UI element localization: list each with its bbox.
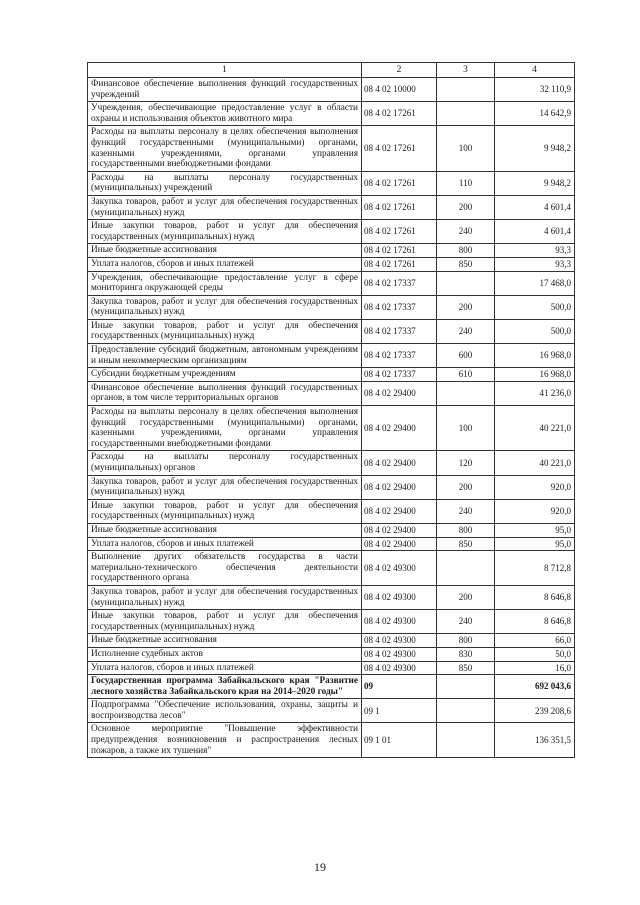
table-row bbox=[88, 220, 575, 244]
column-number-2: 2 bbox=[362, 63, 437, 78]
table-row bbox=[88, 661, 575, 675]
row-target-code: 08 4 02 17337 bbox=[362, 368, 437, 382]
row-amount: 4 601,4 bbox=[495, 220, 575, 244]
table-row bbox=[88, 171, 575, 195]
row-target-code: 08 4 02 17337 bbox=[362, 344, 437, 368]
row-name: Учреждения, обеспечивающие предоставление услуг в сфере мониторинга окружающей среды bbox=[88, 271, 362, 295]
row-expense-type: 850 bbox=[437, 661, 495, 675]
table-row bbox=[88, 675, 575, 699]
row-expense-type: 100 bbox=[437, 406, 495, 451]
table-row bbox=[88, 126, 575, 171]
column-number-4: 4 bbox=[495, 63, 575, 78]
row-amount: 8 646,8 bbox=[495, 610, 575, 634]
table-row bbox=[88, 195, 575, 219]
row-expense-type bbox=[437, 78, 495, 102]
row-expense-type bbox=[437, 551, 495, 586]
row-amount: 14 642,9 bbox=[495, 102, 575, 126]
table-row bbox=[88, 451, 575, 475]
row-target-code: 08 4 02 17261 bbox=[362, 220, 437, 244]
row-amount: 93,3 bbox=[495, 244, 575, 258]
row-name: Подпрограмма "Обеспечение использования, охраны, защиты и воспроизводства лесов" bbox=[88, 699, 362, 723]
row-expense-type: 800 bbox=[437, 244, 495, 258]
row-name: Иные бюджетные ассигнования bbox=[88, 244, 362, 258]
row-target-code: 08 4 02 49300 bbox=[362, 585, 437, 609]
row-amount: 16,0 bbox=[495, 661, 575, 675]
row-amount: 9 948,2 bbox=[495, 171, 575, 195]
row-expense-type bbox=[437, 675, 495, 699]
row-name: Закупка товаров, работ и услуг для обеспечения государственных (муниципальных) нужд bbox=[88, 475, 362, 499]
table-row bbox=[88, 634, 575, 648]
row-name: Иные закупки товаров, работ и услуг для обеспечения государственных (муниципальных) нужд bbox=[88, 220, 362, 244]
row-amount: 16 968,0 bbox=[495, 344, 575, 368]
row-expense-type: 600 bbox=[437, 344, 495, 368]
table-row bbox=[88, 344, 575, 368]
row-target-code: 08 4 02 29400 bbox=[362, 537, 437, 551]
table-row bbox=[88, 319, 575, 343]
row-name: Государственная программа Забайкальского края "Развитие лесного хозяйства Забайкальского края на 2014–2020 годы" bbox=[88, 675, 362, 699]
row-name: Основное мероприятие "Повышение эффективности предупреждения возникновения и распространения лесных пожаров, а также их тушения" bbox=[88, 723, 362, 758]
row-name: Закупка товаров, работ и услуг для обеспечения государственных (муниципальных) нужд bbox=[88, 295, 362, 319]
row-target-code: 08 4 02 29400 bbox=[362, 523, 437, 537]
row-name: Закупка товаров, работ и услуг для обеспечения государственных (муниципальных) нужд bbox=[88, 585, 362, 609]
row-expense-type: 200 bbox=[437, 295, 495, 319]
row-name: Исполнение судебных актов bbox=[88, 647, 362, 661]
row-target-code: 08 4 02 17337 bbox=[362, 319, 437, 343]
column-number-1: 1 bbox=[88, 63, 362, 78]
row-amount: 17 468,0 bbox=[495, 271, 575, 295]
row-expense-type bbox=[437, 271, 495, 295]
table-row bbox=[88, 295, 575, 319]
row-expense-type: 240 bbox=[437, 610, 495, 634]
row-amount: 93,3 bbox=[495, 257, 575, 271]
row-target-code: 09 bbox=[362, 675, 437, 699]
row-target-code: 08 4 02 49300 bbox=[362, 647, 437, 661]
row-expense-type bbox=[437, 102, 495, 126]
row-amount: 50,0 bbox=[495, 647, 575, 661]
row-expense-type: 100 bbox=[437, 126, 495, 171]
row-target-code: 08 4 02 17261 bbox=[362, 126, 437, 171]
row-target-code: 08 4 02 17261 bbox=[362, 195, 437, 219]
row-name: Предоставление субсидий бюджетным, автономным учреждениям и иным некоммерческим организациям bbox=[88, 344, 362, 368]
row-target-code: 08 4 02 49300 bbox=[362, 610, 437, 634]
row-target-code: 09 1 bbox=[362, 699, 437, 723]
row-name: Расходы на выплаты персоналу государственных (муниципальных) органов bbox=[88, 451, 362, 475]
row-amount: 40 221,0 bbox=[495, 451, 575, 475]
row-name: Субсидии бюджетным учреждениям bbox=[88, 368, 362, 382]
row-target-code: 08 4 02 49300 bbox=[362, 634, 437, 648]
table-row bbox=[88, 102, 575, 126]
column-number-row bbox=[88, 63, 575, 78]
row-name: Расходы на выплаты персоналу государственных (муниципальных) учреждений bbox=[88, 171, 362, 195]
row-name: Учреждения, обеспечивающие предоставление услуг в области охраны и использования объектов животного мира bbox=[88, 102, 362, 126]
row-amount: 95,0 bbox=[495, 523, 575, 537]
row-name: Выполнение других обязательств государства в части материально-технического обеспечения деятельности государственного органа bbox=[88, 551, 362, 586]
row-name: Финансовое обеспечение выполнения функций государственных органов, в том числе территориальных органов bbox=[88, 381, 362, 405]
table-row bbox=[88, 257, 575, 271]
row-target-code: 08 4 02 49300 bbox=[362, 551, 437, 586]
table-row bbox=[88, 475, 575, 499]
row-expense-type bbox=[437, 381, 495, 405]
table-row bbox=[88, 499, 575, 523]
row-amount: 920,0 bbox=[495, 499, 575, 523]
row-expense-type: 850 bbox=[437, 257, 495, 271]
row-target-code: 08 4 02 29400 bbox=[362, 406, 437, 451]
table-row bbox=[88, 78, 575, 102]
row-target-code: 09 1 01 bbox=[362, 723, 437, 758]
row-name: Иные закупки товаров, работ и услуг для обеспечения государственных (муниципальных) нужд bbox=[88, 610, 362, 634]
table-row bbox=[88, 244, 575, 258]
row-expense-type: 240 bbox=[437, 499, 495, 523]
row-amount: 692 043,6 bbox=[495, 675, 575, 699]
row-name: Уплата налогов, сборов и иных платежей bbox=[88, 661, 362, 675]
row-amount: 8 712,8 bbox=[495, 551, 575, 586]
row-expense-type: 850 bbox=[437, 537, 495, 551]
row-target-code: 08 4 02 17261 bbox=[362, 244, 437, 258]
row-target-code: 08 4 02 17261 bbox=[362, 257, 437, 271]
row-name: Закупка товаров, работ и услуг для обеспечения государственных (муниципальных) нужд bbox=[88, 195, 362, 219]
row-amount: 40 221,0 bbox=[495, 406, 575, 451]
table-row bbox=[88, 271, 575, 295]
row-target-code: 08 4 02 49300 bbox=[362, 661, 437, 675]
row-expense-type: 830 bbox=[437, 647, 495, 661]
budget-table bbox=[87, 62, 575, 758]
row-amount: 9 948,2 bbox=[495, 126, 575, 171]
row-amount: 500,0 bbox=[495, 319, 575, 343]
row-expense-type: 200 bbox=[437, 475, 495, 499]
row-name: Иные бюджетные ассигнования bbox=[88, 523, 362, 537]
table-row bbox=[88, 381, 575, 405]
row-expense-type: 610 bbox=[437, 368, 495, 382]
row-expense-type: 200 bbox=[437, 195, 495, 219]
row-target-code: 08 4 02 17261 bbox=[362, 171, 437, 195]
row-name: Уплата налогов, сборов и иных платежей bbox=[88, 537, 362, 551]
row-amount: 920,0 bbox=[495, 475, 575, 499]
column-number-3: 3 bbox=[437, 63, 495, 78]
row-target-code: 08 4 02 17337 bbox=[362, 295, 437, 319]
row-expense-type: 110 bbox=[437, 171, 495, 195]
row-amount: 16 968,0 bbox=[495, 368, 575, 382]
row-expense-type: 800 bbox=[437, 634, 495, 648]
row-name: Иные бюджетные ассигнования bbox=[88, 634, 362, 648]
row-expense-type: 800 bbox=[437, 523, 495, 537]
table-row bbox=[88, 585, 575, 609]
row-expense-type bbox=[437, 699, 495, 723]
row-amount: 136 351,5 bbox=[495, 723, 575, 758]
page-number: 19 bbox=[314, 860, 326, 874]
row-name: Расходы на выплаты персоналу в целях обеспечения выполнения функций государственными (муниципальными) органами, казенными учреждениями, органами управления государственными внебюджетными фондами bbox=[88, 126, 362, 171]
row-amount: 8 646,8 bbox=[495, 585, 575, 609]
row-expense-type: 240 bbox=[437, 319, 495, 343]
row-target-code: 08 4 02 29400 bbox=[362, 475, 437, 499]
row-name: Расходы на выплаты персоналу в целях обеспечения выполнения функций государственными (муниципальными) органами, казенными учреждениями, органами управления государственными внебюджетными фондами bbox=[88, 406, 362, 451]
table-row bbox=[88, 699, 575, 723]
row-expense-type bbox=[437, 723, 495, 758]
table-row bbox=[88, 610, 575, 634]
row-target-code: 08 4 02 29400 bbox=[362, 451, 437, 475]
row-amount: 95,0 bbox=[495, 537, 575, 551]
budget-table-body bbox=[88, 63, 575, 758]
row-amount: 66,0 bbox=[495, 634, 575, 648]
row-target-code: 08 4 02 29400 bbox=[362, 499, 437, 523]
row-expense-type: 240 bbox=[437, 220, 495, 244]
table-row bbox=[88, 647, 575, 661]
row-amount: 4 601,4 bbox=[495, 195, 575, 219]
row-amount: 239 208,6 bbox=[495, 699, 575, 723]
table-row bbox=[88, 368, 575, 382]
row-amount: 32 110,9 bbox=[495, 78, 575, 102]
table-row bbox=[88, 723, 575, 758]
row-expense-type: 120 bbox=[437, 451, 495, 475]
row-target-code: 08 4 02 17261 bbox=[362, 102, 437, 126]
row-name: Иные закупки товаров, работ и услуг для обеспечения государственных (муниципальных) нужд bbox=[88, 319, 362, 343]
row-target-code: 08 4 02 10000 bbox=[362, 78, 437, 102]
row-target-code: 08 4 02 29400 bbox=[362, 381, 437, 405]
row-name: Финансовое обеспечение выполнения функций государственных учреждений bbox=[88, 78, 362, 102]
row-name: Уплата налогов, сборов и иных платежей bbox=[88, 257, 362, 271]
row-name: Иные закупки товаров, работ и услуг для обеспечения государственных (муниципальных) нужд bbox=[88, 499, 362, 523]
row-amount: 41 236,0 bbox=[495, 381, 575, 405]
table-row bbox=[88, 523, 575, 537]
table-row bbox=[88, 406, 575, 451]
row-target-code: 08 4 02 17337 bbox=[362, 271, 437, 295]
table-row bbox=[88, 551, 575, 586]
table-row bbox=[88, 537, 575, 551]
row-expense-type: 200 bbox=[437, 585, 495, 609]
row-amount: 500,0 bbox=[495, 295, 575, 319]
